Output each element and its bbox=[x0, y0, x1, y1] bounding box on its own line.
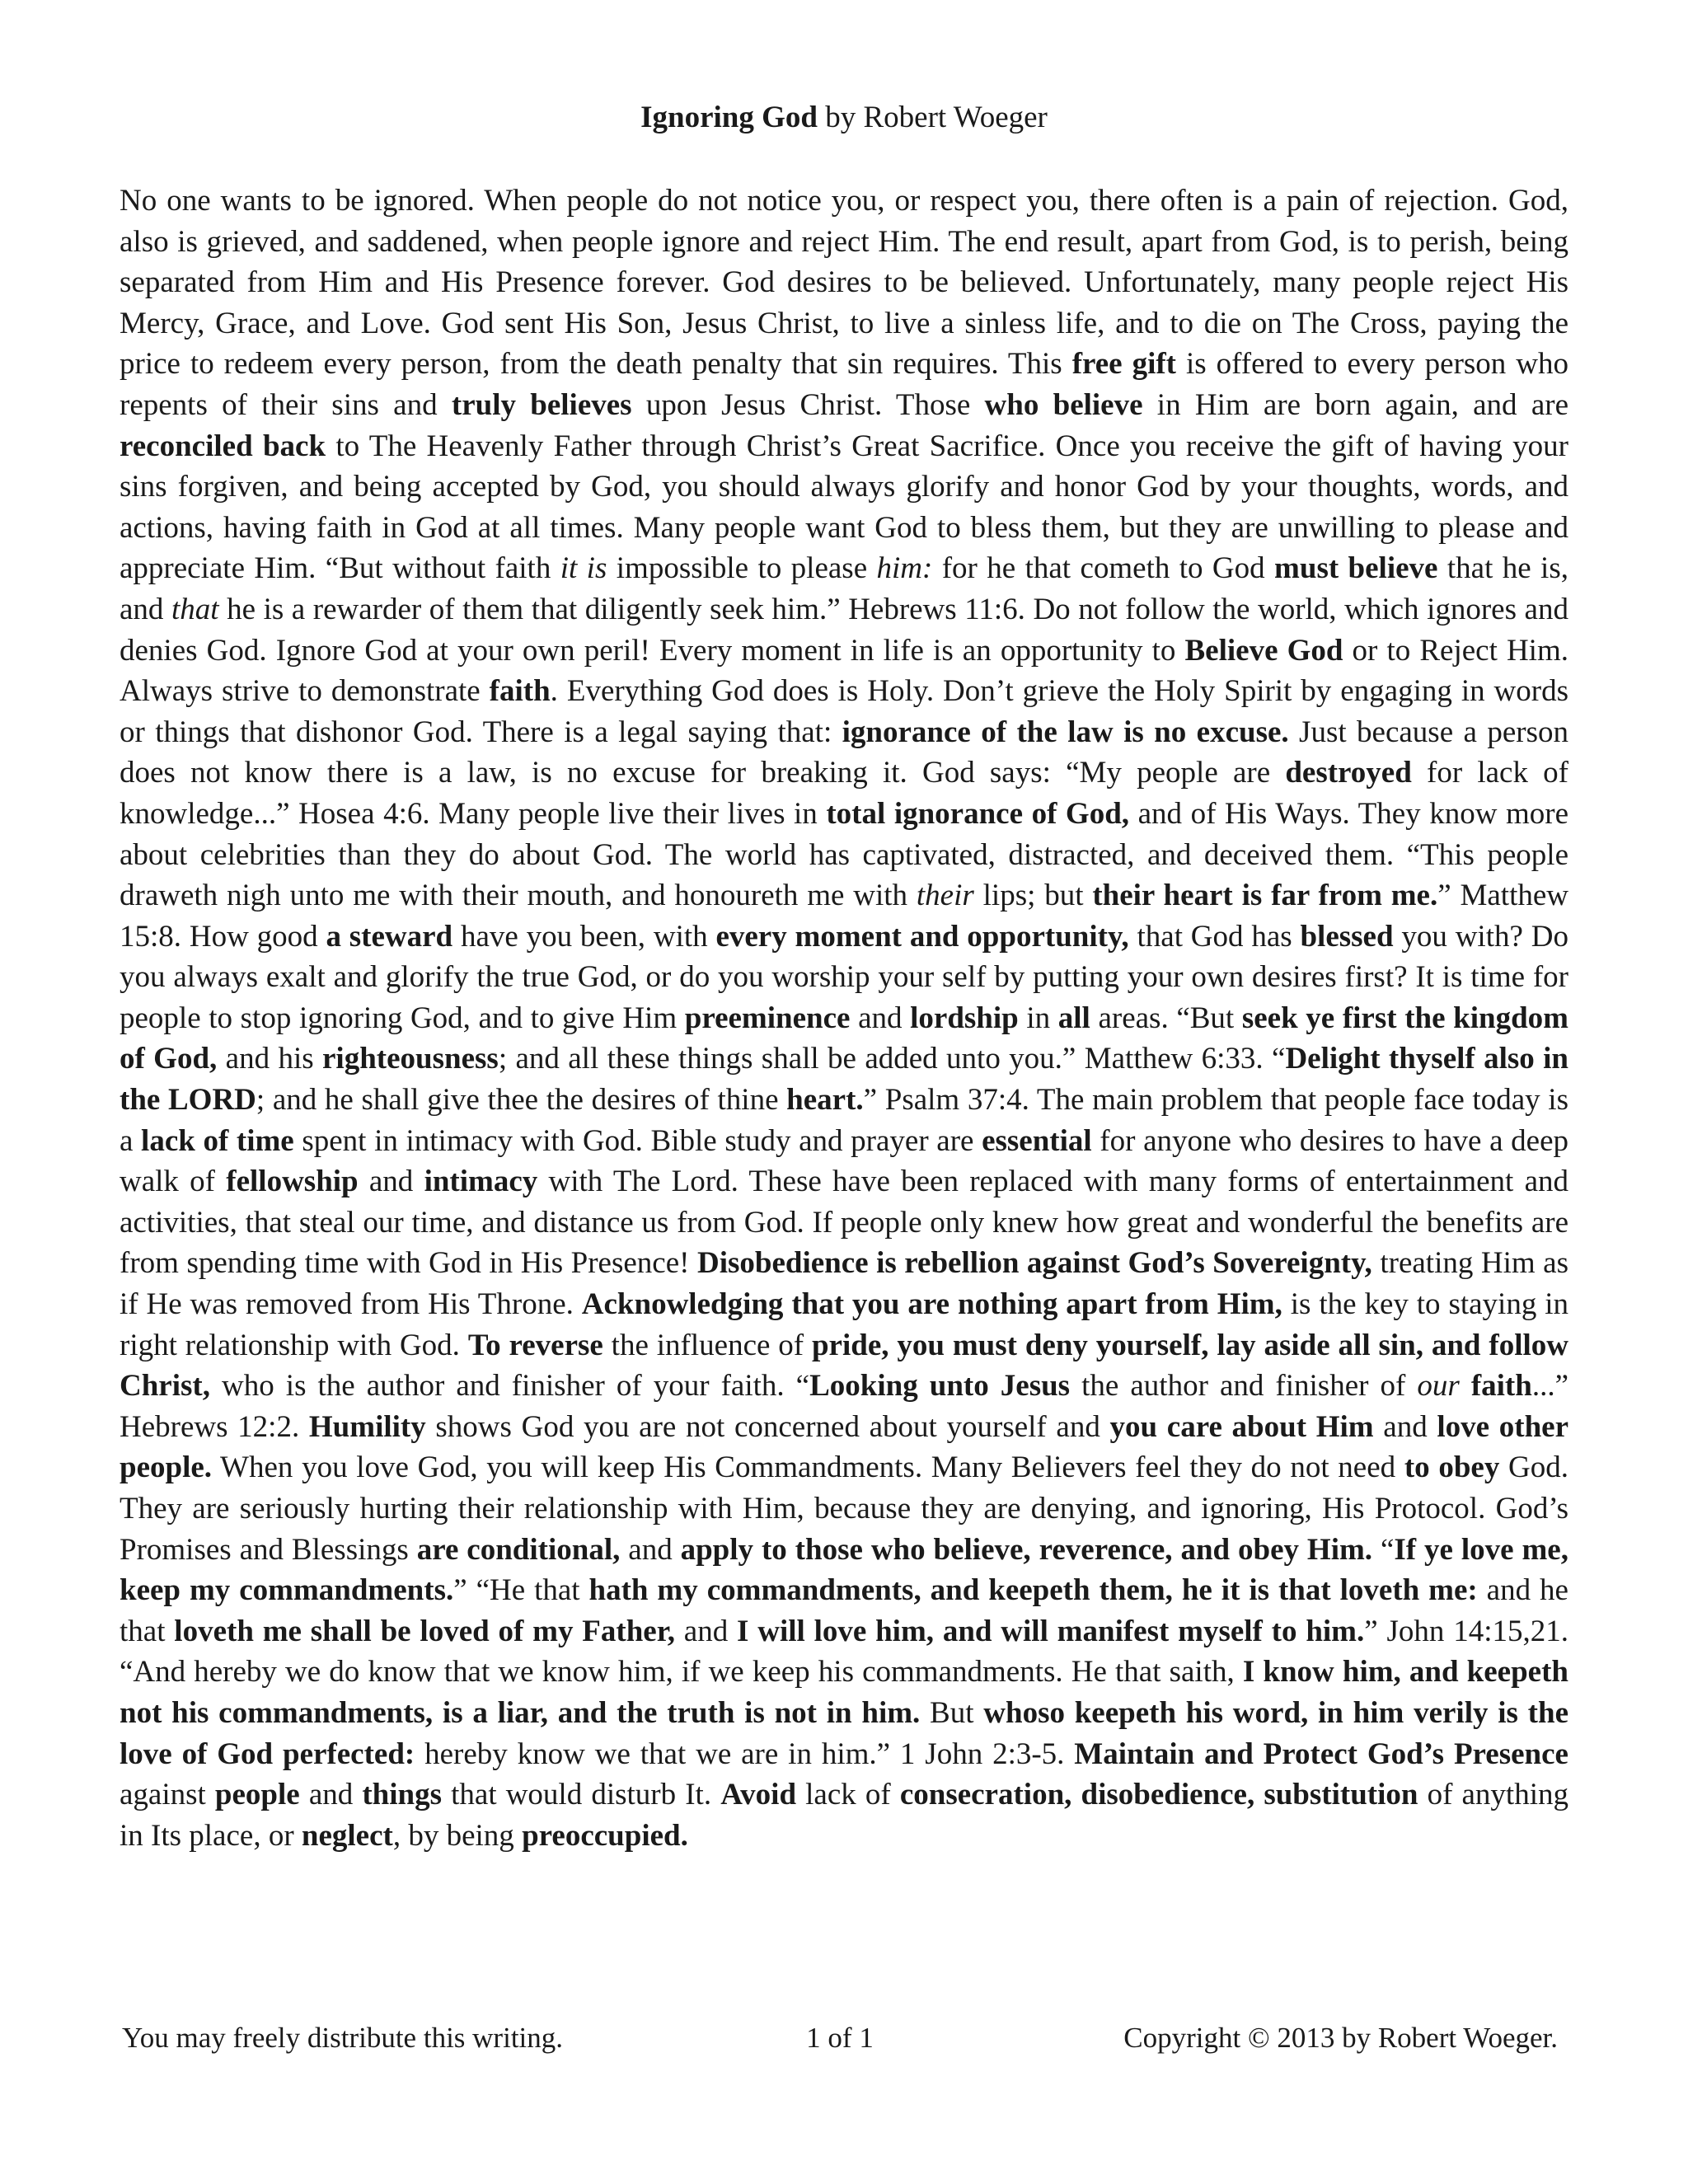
bold-text: lack of time bbox=[141, 1123, 294, 1158]
text-run: lips; but bbox=[973, 879, 1093, 913]
italic-text: it is bbox=[560, 551, 607, 586]
text-run: impossible to please bbox=[607, 551, 877, 586]
bold-text: people bbox=[214, 1778, 300, 1812]
bold-text: consecration, disobedience, substitution bbox=[899, 1778, 1418, 1812]
bold-text: Disobedience is rebellion against God’s Sovereignty, bbox=[696, 1246, 1372, 1281]
bold-text: you care about Him bbox=[1109, 1409, 1374, 1444]
bold-text: ignorance of the law is no excuse. bbox=[842, 715, 1289, 749]
text-run: he is a rewarder of them that diligently seek him.” Hebrews 11:6. Do not follow the world, which ignores and denies God. Ignore God at your own peril! Every moment in life is an opportunity to bbox=[120, 592, 1568, 668]
text-run: or to Reject Him. Always strive to demonstrate bbox=[120, 633, 1568, 709]
text-run: to The Heavenly Father through Christ’s Great Sacrifice. Once you receive the gift of having your sins forgiven, and being accepted by God, you should always glorify and honor God by your thoughts, words, and actions, having faith in God at all times. Many people want God to bless them, but they are unwilling to please and appreciate Him. “But without faith bbox=[120, 429, 1568, 586]
bold-text: Humility bbox=[308, 1409, 426, 1444]
bold-text: seek ye first the kingdom of God, bbox=[120, 1001, 1568, 1076]
text-run: But bbox=[920, 1695, 984, 1730]
text-run: “ bbox=[1372, 1532, 1395, 1567]
text-run: spent in intimacy with God. Bible study and prayer are bbox=[293, 1123, 982, 1158]
italic-text: him: bbox=[876, 551, 933, 586]
bold-text: pride, you must deny yourself, lay aside all sin, and follow Christ, bbox=[120, 1328, 1568, 1404]
bold-text: preoccupied. bbox=[522, 1818, 688, 1853]
bold-text: intimacy bbox=[424, 1165, 538, 1199]
text-run: and of His Ways. They know more about celebrities than they do about God. The world has captivated, distracted, and deceived them. “This people draweth nigh unto me with their mouth, and honoureth me with bbox=[120, 796, 1568, 913]
bold-text: If ye love me, keep my commandments. bbox=[120, 1532, 1568, 1608]
bold-text: blessed bbox=[1300, 919, 1394, 954]
text-run: , by being bbox=[392, 1818, 523, 1853]
text-run: that God has bbox=[1128, 919, 1301, 954]
italic-text: that bbox=[171, 592, 219, 626]
body-paragraph bbox=[120, 180, 1568, 1856]
title-byline: by Robert Woeger bbox=[817, 101, 1048, 134]
bold-text: must believe bbox=[1274, 551, 1438, 586]
bold-text: whoso keepeth his word, in him verily is the love of God perfected: bbox=[120, 1695, 1568, 1771]
italic-text: our bbox=[1417, 1369, 1460, 1404]
bold-text: faith bbox=[1470, 1369, 1532, 1404]
title-name: Ignoring God bbox=[640, 101, 818, 134]
text-run: When you love God, you will keep His Commandments. Many Believers feel they do not need bbox=[212, 1451, 1404, 1485]
bold-text: every moment and opportunity, bbox=[715, 919, 1129, 954]
bold-text: Delight thyself also in the LORD bbox=[120, 1042, 1568, 1118]
text-run bbox=[1460, 1369, 1471, 1403]
bold-text: their heart is far from me. bbox=[1092, 879, 1438, 913]
text-run: shows God you are not concerned about yourself and bbox=[425, 1409, 1110, 1444]
text-run: and bbox=[850, 1001, 911, 1035]
bold-text: a steward bbox=[326, 919, 453, 954]
page-number: 1 of 1 bbox=[806, 2022, 874, 2054]
text-run: is the key to staying in right relationship with God. bbox=[120, 1287, 1569, 1362]
bold-text: free gift bbox=[1071, 347, 1177, 382]
bold-text: reconciled back bbox=[120, 429, 326, 463]
bold-text: things bbox=[362, 1778, 443, 1812]
italic-text: their bbox=[916, 879, 974, 913]
bold-text: who believe bbox=[984, 387, 1143, 422]
bold-text: destroyed bbox=[1285, 756, 1412, 790]
text-run: for he that cometh to God bbox=[932, 551, 1275, 586]
bold-text: lordship bbox=[910, 1001, 1019, 1035]
text-run: of anything in Its place, or bbox=[120, 1778, 1568, 1853]
page-footer bbox=[122, 2018, 1558, 2059]
bold-text: faith bbox=[489, 674, 551, 709]
text-run: with The Lord. These have been replaced with many forms of entertainment and activities, that steal our time, and distance us from God. If people only knew how great and wonderful the benefits are from spending time with God in His Presence! bbox=[120, 1165, 1568, 1281]
bold-text: Believe God bbox=[1184, 633, 1343, 668]
bold-text: Maintain and Protect God’s Presence bbox=[1074, 1736, 1568, 1771]
text-run: for anyone who desires to have a deep walk of bbox=[120, 1123, 1568, 1199]
text-run: ” Matthew 15:8. How good bbox=[120, 879, 1568, 954]
text-run: have you been, with bbox=[452, 919, 716, 954]
text-run: and bbox=[620, 1532, 681, 1567]
bold-text: truly believes bbox=[451, 387, 632, 422]
bold-text: Acknowledging that you are nothing apart from Him, bbox=[581, 1287, 1282, 1322]
text-run: God. They are seriously hurting their relationship with Him, because they are denying, and ignoring, His Protocol. God’s Promises and Blessings bbox=[120, 1451, 1568, 1567]
text-run: is offered to every person who repents of their sins and bbox=[120, 347, 1568, 422]
bold-text: total ignorance of God, bbox=[826, 796, 1130, 831]
text-run: . Everything God does is Holy. Don’t grieve the Holy Spirit by engaging in words or things that dishonor God. There is a legal saying that: bbox=[120, 674, 1568, 749]
bold-text: preeminence bbox=[684, 1001, 851, 1035]
text-run: Just because a person does not know there is a law, is no excuse for breaking it. God says: “My people are bbox=[120, 715, 1568, 790]
bold-text: I will love him, and will manifest myself to him. bbox=[737, 1614, 1365, 1648]
footer-distribution-note: You may freely distribute this writing. bbox=[122, 2022, 564, 2054]
text-run: upon Jesus Christ. Those bbox=[631, 387, 985, 422]
text-run: and bbox=[299, 1778, 363, 1812]
text-run: who is the author and finisher of your faith. “ bbox=[209, 1369, 810, 1404]
text-run: the influence of bbox=[603, 1328, 812, 1362]
text-run: that would disturb It. bbox=[442, 1778, 721, 1812]
document-title bbox=[0, 97, 1688, 138]
text-run: areas. “But bbox=[1090, 1001, 1242, 1035]
bold-text: fellowship bbox=[226, 1165, 359, 1199]
bold-text: righteousness bbox=[322, 1042, 499, 1076]
text-run: ” John 14:15,21. “And hereby we do know that we know him, if we keep his commandments. He that saith, bbox=[120, 1614, 1568, 1690]
bold-text: To reverse bbox=[467, 1328, 603, 1362]
text-run: hereby know we that we are in him.” 1 John 2:3-5. bbox=[415, 1736, 1075, 1771]
text-run: and bbox=[358, 1165, 424, 1199]
bold-text: are conditional, bbox=[416, 1532, 621, 1567]
text-run: in Him are born again, and are bbox=[1142, 387, 1568, 422]
text-run: and his bbox=[217, 1042, 322, 1076]
text-run: ...” Hebrews 12:2. bbox=[120, 1369, 1568, 1444]
text-run: the author and finisher of bbox=[1070, 1369, 1418, 1404]
text-run: in bbox=[1018, 1001, 1058, 1035]
bold-text: Avoid bbox=[720, 1778, 797, 1812]
text-run: ; and all these things shall be added unto you.” Matthew 6:33. “ bbox=[498, 1042, 1286, 1076]
bold-text: to obey bbox=[1404, 1451, 1500, 1485]
bold-text: I know him, and keepeth not his commandments, is a liar, and the truth is not in him. bbox=[120, 1655, 1569, 1730]
text-run: and bbox=[674, 1614, 738, 1648]
text-run: ; and he shall give thee the desires of thine bbox=[256, 1083, 787, 1118]
text-run: treating Him as if He was removed from His Throne. bbox=[120, 1246, 1568, 1322]
text-run: for lack of knowledge...” Hosea 4:6. Many people live their lives in bbox=[120, 756, 1569, 831]
text-run: lack of bbox=[796, 1778, 900, 1812]
text-run: ” Psalm 37:4. The main problem that people face today is a bbox=[120, 1083, 1568, 1158]
bold-text: Looking unto Jesus bbox=[809, 1369, 1071, 1404]
bold-text: love other people. bbox=[120, 1409, 1568, 1485]
text-run: against bbox=[120, 1778, 215, 1812]
bold-text: loveth me shall be loved of my Father, bbox=[174, 1614, 675, 1648]
text-run: No one wants to be ignored. When people do not notice you, or respect you, there often is a pain of rejection. God, also is grieved, and saddened, when people ignore and reject Him. The end result, apart from God, is to perish, being separated from Him and His Presence forever. God desires to be believed. Unfortunately, many people reject His Mercy, Grace, and Love. God sent His Son, Jesus Christ, to live a sinless life, and to die on The Cross, paying the price to redeem every person, from the death penalty that sin requires. This bbox=[120, 184, 1568, 382]
bold-text: neglect bbox=[301, 1818, 393, 1853]
text-run: that he is, and bbox=[120, 551, 1568, 626]
bold-text: apply to those who believe, reverence, and obey Him. bbox=[680, 1532, 1373, 1567]
text-run: you with? Do you always exalt and glorify the true God, or do you worship your self by putting your own desires first? It is time for people to stop ignoring God, and to give Him bbox=[120, 919, 1568, 1035]
bold-text: essential bbox=[982, 1123, 1092, 1158]
footer-copyright: Copyright © 2013 by Robert Woeger. bbox=[1123, 2022, 1558, 2054]
text-run: ” “He that bbox=[453, 1573, 589, 1608]
text-run: and bbox=[1373, 1409, 1437, 1444]
text-run: and he that bbox=[120, 1573, 1568, 1648]
bold-text: heart. bbox=[786, 1083, 864, 1118]
bold-text: all bbox=[1057, 1001, 1090, 1035]
bold-text: hath my commandments, and keepeth them, he it is that loveth me: bbox=[588, 1573, 1478, 1608]
